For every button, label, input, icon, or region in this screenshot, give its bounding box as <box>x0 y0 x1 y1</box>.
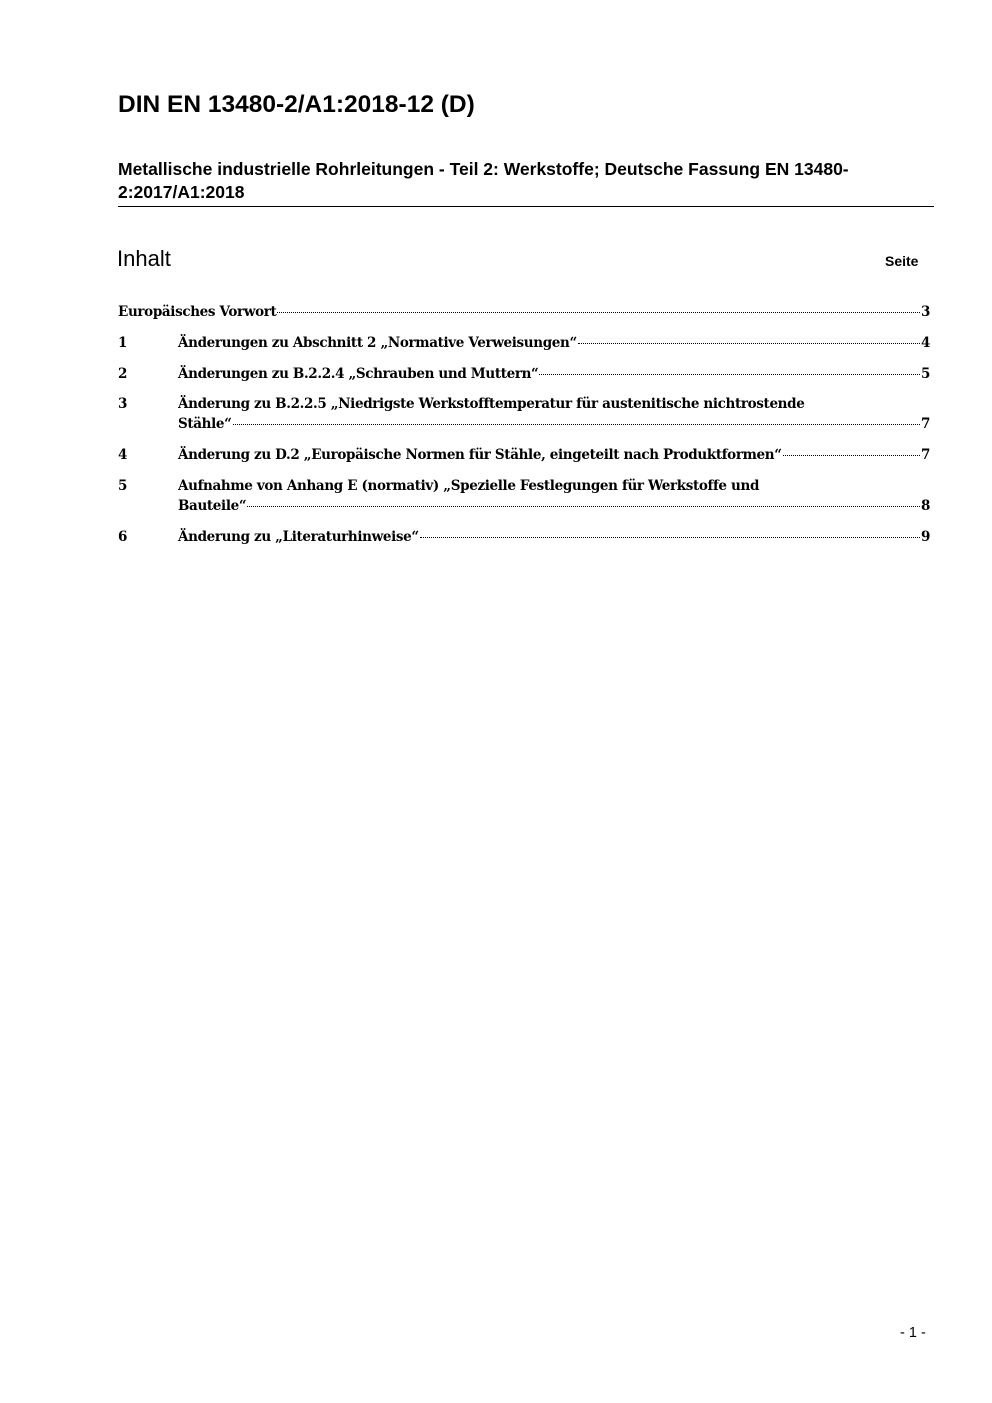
toc-entry-title: Änderung zu D.2 „Europäische Normen für Stähle, eingeteilt nach Produktformen“ <box>178 447 782 463</box>
toc-entry-number: 6 <box>118 529 128 545</box>
title-divider <box>118 206 934 207</box>
toc-entry-page: 7 <box>920 447 930 463</box>
toc-entry-page: 8 <box>920 498 930 514</box>
toc-entry-number: 2 <box>118 366 128 382</box>
toc-entry-page: 3 <box>920 304 930 320</box>
toc-entry-title: Änderungen zu Abschnitt 2 „Normative Verweisungen“ <box>178 335 577 351</box>
toc-dot-leader <box>277 312 920 313</box>
toc-dot-leader <box>578 343 920 344</box>
toc-dot-leader <box>539 374 919 375</box>
toc-entry-number: 4 <box>118 447 128 463</box>
toc-entry-title-line1: Aufnahme von Anhang E (normativ) „Spezielle Festlegungen für Werkstoffe und <box>178 478 760 494</box>
page-number: - 1 - <box>900 1325 926 1341</box>
toc-entry-title-line1: Änderung zu B.2.2.5 „Niedrigste Werkstofftemperatur für austenitische nichtrostende <box>178 396 805 412</box>
document-subtitle: Metallische industrielle Rohrleitungen - Teil 2: Werkstoffe; Deutsche Fassung EN 13480-2:2017/A1:2018 <box>118 159 849 202</box>
toc-entry-number: 3 <box>118 396 128 412</box>
toc-entry-page: 7 <box>920 416 930 432</box>
toc-entry-page: 4 <box>920 335 930 351</box>
toc-entry-title-line2: Stähle“ <box>178 416 232 432</box>
document-title: DIN EN 13480-2/A1:2018-12 (D) <box>118 91 475 118</box>
toc-heading: Inhalt <box>117 246 171 271</box>
toc-dot-leader <box>233 424 920 425</box>
toc-entry-page: 9 <box>920 529 930 545</box>
toc-dot-leader <box>247 506 920 507</box>
toc-entry-title: Änderungen zu B.2.2.4 „Schrauben und Muttern“ <box>178 366 539 382</box>
toc-dot-leader <box>783 455 920 456</box>
toc-entry-title: Europäisches Vorwort <box>118 304 277 320</box>
toc-entry-page: 5 <box>920 366 930 382</box>
toc-page-column-heading: Seite <box>885 253 919 269</box>
toc-dot-leader <box>420 537 920 538</box>
toc-entry-number: 1 <box>118 335 128 351</box>
toc-entry-title: Änderung zu „Literaturhinweise“ <box>178 529 419 545</box>
toc-entry-title-line2: Bauteile“ <box>178 498 247 514</box>
toc-entry-number: 5 <box>118 478 128 494</box>
